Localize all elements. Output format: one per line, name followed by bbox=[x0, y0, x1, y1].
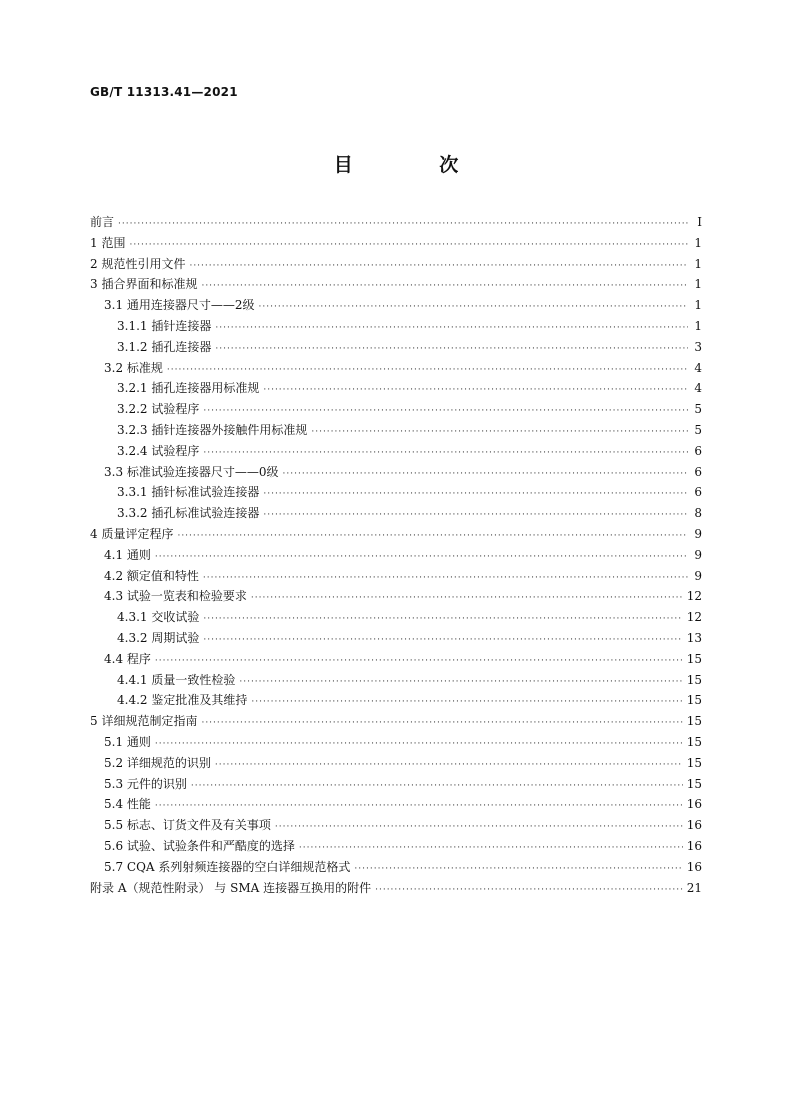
document-header: GB/T 11313.41—2021 bbox=[90, 85, 238, 99]
toc-dot-leader bbox=[239, 677, 682, 687]
toc-entry[interactable] bbox=[90, 463, 702, 484]
toc-dot-leader bbox=[215, 344, 688, 354]
toc-entry-title: 4.4.2 鉴定批准及其维持 bbox=[117, 693, 248, 708]
toc-page-number: 12 bbox=[686, 610, 702, 625]
toc-entry[interactable] bbox=[90, 837, 702, 858]
toc-page-number: 4 bbox=[694, 381, 702, 396]
toc-entry[interactable] bbox=[90, 816, 702, 837]
toc-dot-leader bbox=[251, 593, 683, 603]
toc-dot-leader bbox=[354, 864, 682, 874]
toc-page-number: 4 bbox=[694, 360, 702, 375]
toc-page-number: 9 bbox=[694, 547, 702, 562]
toc-entry[interactable] bbox=[90, 483, 702, 504]
toc-dot-leader bbox=[215, 323, 688, 333]
toc-dot-leader bbox=[203, 614, 682, 624]
toc-entry-title: 4.3 试验一览表和检验要求 bbox=[104, 589, 247, 604]
toc-dot-leader bbox=[191, 781, 683, 791]
toc-entry-title: 4.3.2 周期试验 bbox=[117, 630, 200, 645]
toc-entry-title: 5.3 元件的识别 bbox=[104, 776, 187, 791]
toc-page-number: 8 bbox=[694, 506, 702, 521]
toc-page-number: Ⅰ bbox=[697, 215, 702, 229]
toc-page-number: 9 bbox=[694, 568, 702, 583]
table-of-contents bbox=[90, 213, 702, 899]
toc-dot-leader bbox=[203, 406, 688, 416]
toc-dot-leader bbox=[201, 718, 682, 728]
toc-entry-title: 5.4 性能 bbox=[104, 797, 151, 812]
toc-dot-leader bbox=[177, 531, 688, 541]
toc-page-number: 9 bbox=[694, 526, 702, 541]
toc-page-number: 15 bbox=[686, 734, 702, 749]
toc-entry-title: 3.1 通用连接器尺寸——2级 bbox=[104, 298, 255, 313]
toc-entry-title: 前言 bbox=[90, 215, 115, 229]
toc-page-number: 12 bbox=[686, 589, 702, 604]
toc-entry-title: 3 插合界面和标准规 bbox=[90, 277, 198, 292]
toc-dot-leader bbox=[311, 427, 688, 437]
toc-page-number: 21 bbox=[686, 880, 702, 895]
toc-entry[interactable] bbox=[90, 504, 702, 525]
toc-entry-title: 3.3.2 插孔标准试验连接器 bbox=[117, 506, 260, 521]
toc-dot-leader bbox=[155, 739, 683, 749]
toc-entry[interactable] bbox=[90, 629, 702, 650]
toc-dot-leader bbox=[299, 843, 683, 853]
toc-entry-title: 1 范围 bbox=[90, 235, 126, 250]
toc-page-number: 1 bbox=[694, 277, 702, 292]
toc-dot-leader bbox=[203, 448, 688, 458]
toc-page-number: 1 bbox=[694, 298, 702, 313]
toc-entry[interactable] bbox=[90, 858, 702, 879]
toc-page-number: 1 bbox=[694, 318, 702, 333]
toc-dot-leader bbox=[275, 822, 683, 832]
toc-dot-leader bbox=[375, 885, 683, 895]
toc-page-number: 15 bbox=[686, 776, 702, 791]
toc-page-number: 15 bbox=[686, 714, 702, 729]
toc-entry-title: 2 规范性引用文件 bbox=[90, 256, 186, 271]
toc-entry-title: 5.6 试验、试验条件和严酷度的选择 bbox=[104, 838, 295, 853]
toc-entry[interactable] bbox=[90, 754, 702, 775]
toc-entry[interactable] bbox=[90, 546, 702, 567]
toc-page-number: 16 bbox=[686, 797, 702, 812]
toc-dot-leader bbox=[251, 697, 682, 707]
toc-dot-leader bbox=[263, 385, 688, 395]
toc-page-number: 15 bbox=[686, 651, 702, 666]
toc-entry-title: 3.2.2 试验程序 bbox=[117, 402, 200, 417]
toc-dot-leader bbox=[155, 801, 683, 811]
toc-entry[interactable] bbox=[90, 567, 702, 588]
toc-entry-title: 5.1 通则 bbox=[104, 734, 151, 749]
toc-entry-title: 3.2.1 插孔连接器用标准规 bbox=[117, 381, 260, 396]
toc-entry-title: 3.3.1 插针标准试验连接器 bbox=[117, 485, 260, 500]
toc-dot-leader bbox=[189, 261, 688, 271]
toc-entry[interactable] bbox=[90, 795, 702, 816]
toc-entry-title: 4.4 程序 bbox=[104, 651, 151, 666]
toc-entry-title: 5.7 CQA 系列射频连接器的空白详细规范格式 bbox=[104, 859, 351, 874]
toc-entry[interactable] bbox=[90, 296, 702, 317]
toc-page-number: 6 bbox=[694, 443, 702, 458]
toc-page-number: 15 bbox=[686, 693, 702, 708]
toc-page-number: 1 bbox=[694, 256, 702, 271]
toc-entry[interactable] bbox=[90, 587, 702, 608]
toc-entry[interactable] bbox=[90, 775, 702, 796]
toc-page-number: 13 bbox=[686, 630, 702, 645]
toc-entry[interactable] bbox=[90, 608, 702, 629]
toc-entry-title: 3.2.3 插针连接器外接触件用标准规 bbox=[117, 422, 308, 437]
toc-entry-title: 3.2.4 试验程序 bbox=[117, 443, 200, 458]
toc-entry[interactable] bbox=[90, 379, 702, 400]
toc-entry-title: 5.2 详细规范的识别 bbox=[104, 755, 211, 770]
toc-entry-title: 3.1.1 插针连接器 bbox=[117, 318, 212, 333]
toc-entry-title: 4.3.1 交收试验 bbox=[117, 610, 200, 625]
toc-entry[interactable] bbox=[90, 650, 702, 671]
page-title: 目 次 bbox=[333, 154, 499, 176]
toc-dot-leader bbox=[129, 240, 688, 250]
toc-page-number: 16 bbox=[686, 859, 702, 874]
toc-entry[interactable] bbox=[90, 525, 702, 546]
toc-entry[interactable] bbox=[90, 671, 702, 692]
toc-dot-leader bbox=[155, 552, 688, 562]
toc-entry[interactable] bbox=[90, 879, 702, 900]
toc-entry-title: 3.3 标准试验连接器尺寸——0级 bbox=[104, 464, 279, 479]
toc-entry[interactable] bbox=[90, 255, 702, 276]
toc-dot-leader bbox=[215, 760, 683, 770]
toc-entry-title: 4 质量评定程序 bbox=[90, 526, 174, 541]
toc-entry[interactable] bbox=[90, 712, 702, 733]
toc-entry-title: 3.1.2 插孔连接器 bbox=[117, 339, 212, 354]
toc-page-number: 16 bbox=[686, 818, 702, 833]
toc-page-number: 6 bbox=[694, 464, 702, 479]
toc-entry[interactable] bbox=[90, 400, 702, 421]
toc-dot-leader bbox=[167, 365, 688, 375]
toc-dot-leader bbox=[283, 469, 688, 479]
toc-entry[interactable] bbox=[90, 733, 702, 754]
toc-entry-title: 4.2 额定值和特性 bbox=[104, 568, 199, 583]
toc-entry[interactable] bbox=[90, 317, 702, 338]
toc-entry-title: 4.4.1 质量一致性检验 bbox=[117, 672, 236, 687]
toc-page-number: 3 bbox=[694, 339, 702, 354]
toc-page-number: 15 bbox=[686, 755, 702, 770]
toc-entry-title: 4.1 通则 bbox=[104, 547, 151, 562]
toc-page-number: 15 bbox=[686, 672, 702, 687]
toc-dot-leader bbox=[155, 656, 683, 666]
toc-dot-leader bbox=[259, 302, 688, 312]
toc-page-number: 1 bbox=[694, 235, 702, 250]
toc-page-number: 16 bbox=[686, 838, 702, 853]
toc-dot-leader bbox=[118, 219, 688, 229]
toc-dot-leader bbox=[203, 635, 682, 645]
toc-dot-leader bbox=[203, 573, 688, 583]
toc-page-number: 6 bbox=[694, 485, 702, 500]
toc-entry[interactable] bbox=[90, 421, 702, 442]
toc-entry[interactable] bbox=[90, 338, 702, 359]
toc-entry[interactable] bbox=[90, 359, 702, 380]
toc-entry[interactable] bbox=[90, 234, 702, 255]
toc-entry[interactable] bbox=[90, 213, 702, 234]
toc-entry-title: 5.5 标志、订货文件及有关事项 bbox=[104, 818, 271, 833]
toc-entry-title: 附录 A（规范性附录） 与 SMA 连接器互换用的附件 bbox=[90, 880, 372, 895]
toc-dot-leader bbox=[263, 510, 688, 520]
toc-page-number: 5 bbox=[694, 422, 702, 437]
toc-entry[interactable] bbox=[90, 691, 702, 712]
toc-page-number: 5 bbox=[694, 402, 702, 417]
toc-entry[interactable] bbox=[90, 442, 702, 463]
toc-dot-leader bbox=[263, 489, 688, 499]
toc-dot-leader bbox=[201, 281, 688, 291]
toc-entry-title: 5 详细规范制定指南 bbox=[90, 714, 198, 729]
toc-entry-title: 3.2 标准规 bbox=[104, 360, 163, 375]
toc-entry[interactable] bbox=[90, 275, 702, 296]
